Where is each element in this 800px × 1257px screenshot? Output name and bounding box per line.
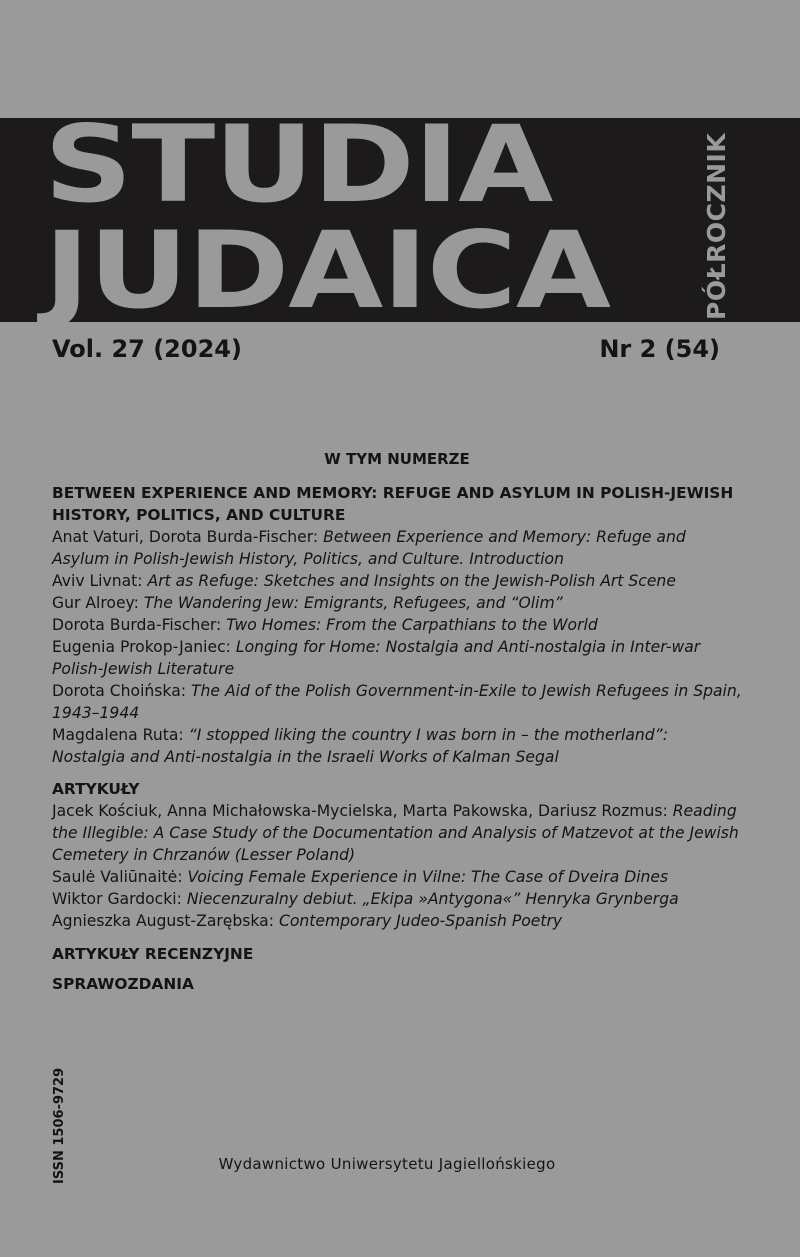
- contents-entry: [52, 614, 742, 636]
- entry-author: Jacek Kościuk, Anna Michałowska-Mycielska, Marta Pakowska, Dariusz Rozmus:: [52, 802, 668, 820]
- journal-title-line-2: JUDAICA: [44, 209, 610, 332]
- section-heading-articles: ARTYKUŁY: [52, 780, 140, 798]
- entry-author: Gur Alroey:: [52, 594, 139, 612]
- entry-title: Reading the Illegible: A Case Study of the Documentation and Analysis of Matzevot at the Jewish Cemetery in Chrzanów (Lesser Poland): [52, 802, 739, 864]
- entry-title: Art as Refuge: Sketches and Insights on the Jewish-Polish Art Scene: [147, 572, 676, 590]
- entry-title: The Aid of the Polish Government-in-Exile to Jewish Refugees in Spain, 1943–1944: [52, 682, 742, 722]
- entry-author: Saulė Valiūnaitė:: [52, 868, 183, 886]
- contents-entry: [52, 866, 742, 888]
- entry-author: Agnieszka August-Zarębska:: [52, 912, 274, 930]
- contents-entry: [52, 636, 742, 680]
- section-heading-review-articles: ARTYKUŁY RECENZYJNE: [52, 945, 254, 963]
- contents-entry: [52, 724, 742, 768]
- contents-entry: [52, 888, 742, 910]
- entry-title: The Wandering Jew: Emigrants, Refugees, and “Olim”: [143, 594, 563, 612]
- entry-author: Eugenia Prokop-Janiec:: [52, 638, 231, 656]
- frequency-label: PÓŁROCZNIK: [702, 132, 731, 320]
- entry-title: Contemporary Judeo-Spanish Poetry: [278, 912, 563, 930]
- entry-author: Dorota Burda-Fischer:: [52, 616, 222, 634]
- entry-title: Between Experience and Memory: Refuge and Asylum in Polish-Jewish History, Politics, and Culture. Introduction: [52, 528, 686, 568]
- entry-author: Dorota Choińska:: [52, 682, 187, 700]
- entry-title: Niecenzuralny debiut. „Ekipa »Antygona«” Henryka Grynberga: [186, 890, 679, 908]
- entry-author: Wiktor Gardocki:: [52, 890, 182, 908]
- entry-title: Longing for Home: Nostalgia and Anti-nostalgia in Inter-war Polish-Jewish Literature: [52, 638, 701, 678]
- contents-entry: [52, 592, 742, 614]
- entry-title: Voicing Female Experience in Vilne: The Case of Dveira Dines: [187, 868, 669, 886]
- contents-entry: [52, 910, 742, 932]
- entry-title: Two Homes: From the Carpathians to the World: [226, 616, 598, 634]
- table-of-contents: [52, 448, 742, 995]
- contents-entry: [52, 680, 742, 724]
- contents-entry: [52, 800, 742, 866]
- entry-title: “I stopped liking the country I was born in – the motherland”: Nostalgia and Anti-nostalgia in the Israeli Works of Kalman Segal: [52, 726, 669, 766]
- entry-author: Magdalena Ruta:: [52, 726, 184, 744]
- issue-number: Nr 2 (54): [599, 335, 720, 363]
- contents-entry: [52, 570, 742, 592]
- contents-heading: W TYM NUMERZE: [324, 450, 470, 468]
- publisher-name: Wydawnictwo Uniwersytetu Jagiellońskiego: [218, 1155, 556, 1173]
- section-heading-reports: SPRAWOZDANIA: [52, 975, 194, 993]
- entry-author: Aviv Livnat:: [52, 572, 143, 590]
- section-heading-refuge: BETWEEN EXPERIENCE AND MEMORY: REFUGE AND ASYLUM IN POLISH-JEWISH HISTORY, POLITICS, AND CULTURE: [52, 484, 734, 524]
- contents-entry: [52, 526, 742, 570]
- volume-label: Vol. 27 (2024): [52, 335, 242, 363]
- issn-label: ISSN 1506-9729: [52, 1067, 67, 1184]
- journal-title-line-1: STUDIA: [44, 103, 553, 226]
- entry-author: Anat Vaturi, Dorota Burda-Fischer:: [52, 528, 319, 546]
